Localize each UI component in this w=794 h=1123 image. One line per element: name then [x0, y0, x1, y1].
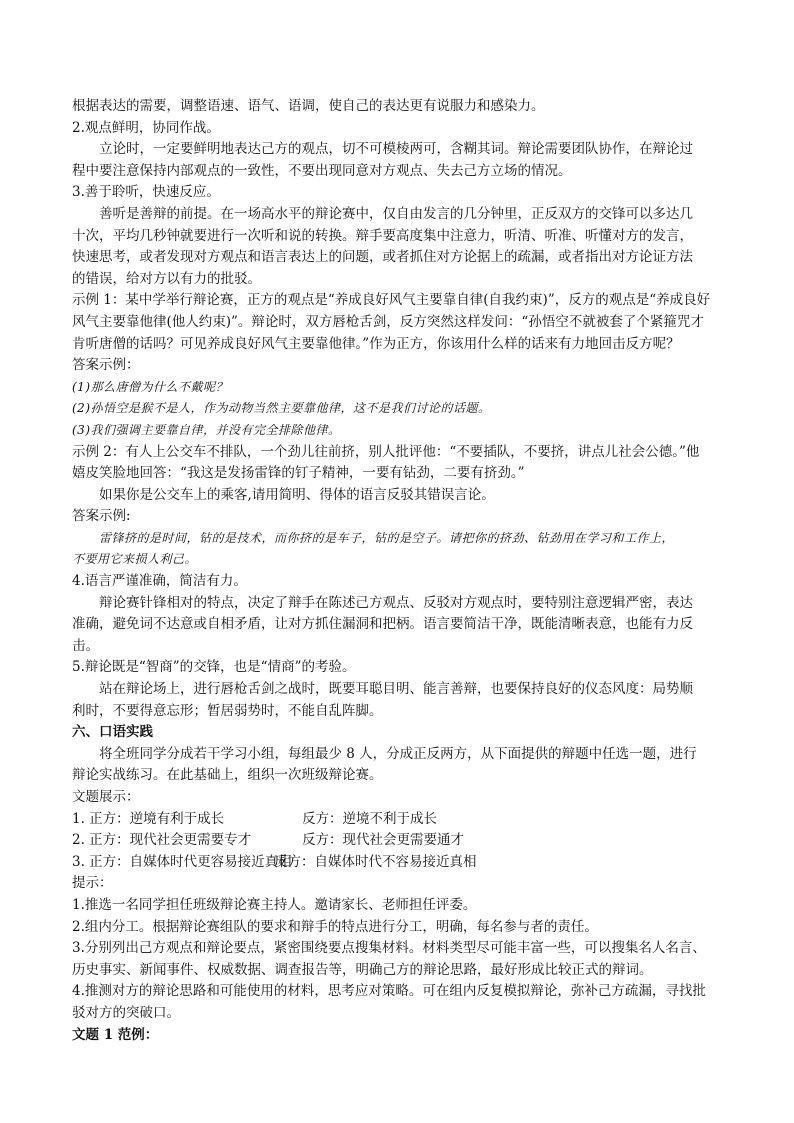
example-line: 风气主要靠他律(他人约束)”。辩论时，双方唇枪舌剑，反方突然这样发问：“孙悟空不就被套了个紧箍咒才 [72, 313, 704, 330]
tips-label: 提示： [72, 875, 113, 892]
pro-position: 3. 正方：自媒体时代更容易接近真相 [72, 853, 292, 870]
paragraph-line: 程中要注意保持内部观点的一致性，不要出现同意对方观点、失去己方立场的情况。 [72, 162, 572, 179]
answer-label: 答案示例: [72, 508, 131, 525]
section-heading: 4.语言严谨准确，简洁有力。 [72, 573, 247, 590]
tip-item: 驳对方的突破口。 [72, 1004, 180, 1021]
con-position: 反方：自媒体时代不容易接近真相 [274, 853, 477, 870]
paragraph-line: 准确，避免词不达意或自相矛盾，让对方抓住漏洞和把柄。语言要简洁干净，既能清晰表意，也能有力反 [72, 616, 693, 633]
con-position: 反方：现代社会更需要通才 [302, 832, 464, 849]
con-position: 反方：逆境不利于成长 [302, 810, 437, 827]
answer-line: (1)那么唐僧为什么不戴呢？ [72, 379, 228, 394]
answer-line: 雷锋挤的是时间，钻的是技术，而你挤的是车子，钻的是空子。请把你的挤劲、钻劲用在学习和工作上， [99, 530, 675, 545]
tip-item: 3.分别列出己方观点和辩论要点，紧密围绕要点搜集材料。材料类型尽可能丰富一些，可以搜集名人名言、 [72, 940, 706, 957]
debate-topic-row [72, 852, 722, 874]
example-heading: 文题 1 范例： [72, 1026, 159, 1043]
paragraph-line: 立论时，一定要鲜明地表达己方的观点，切不可模棱两可，含糊其词。辩论需要团队协作，在辩论过 [99, 141, 693, 158]
paragraph-line: 善听是善辩的前提。在一场高水平的辩论赛中，仅自由发言的几分钟里，正反双方的交锋可以多达几 [99, 205, 693, 222]
paragraph-line: 的错误，给对方以有力的批驳。 [72, 270, 261, 287]
paragraph-line: 辩论实战练习。在此基础上，组织一次班级辩论赛。 [72, 767, 383, 784]
section-heading: 5.辩论既是“智商”的交锋，也是“情商”的考验。 [72, 659, 356, 676]
chapter-heading: 六、口语实践 [72, 724, 153, 741]
paragraph-line: 击。 [72, 637, 99, 654]
section-heading: 3.善于聆听，快速反应。 [72, 184, 220, 201]
tip-item: 历史事实、新闻事件、权威数据、调查报告等，明确己方的辩论思路，最好形成比较正式的辩词。 [72, 961, 653, 978]
debate-topic-row [72, 809, 722, 831]
answer-line: (3)我们强调主要靠自律，并没有完全排除他律。 [72, 422, 341, 437]
paragraph-line: 站在辩论场上，进行唇枪舌剑之战时，既要耳聪目明、能言善辩，也要保持良好的仪态风度：局势顺 [99, 681, 693, 698]
paragraph-line: 十次，平均几秒钟就要进行一次听和说的转换。辩手要高度集中注意力，听清、听准、听懂对方的发言， [72, 227, 693, 244]
paragraph-line: 快速思考，或者发现对方观点和语言表达上的问题，或者抓住对方论据上的疏漏，或者指出对方论证方法 [72, 249, 693, 266]
example-line: 示例 2：有人上公交车不排队，一个劲儿往前挤，别人批评他：“不要插队，不要挤，讲点儿社会公德。”他 [72, 443, 700, 460]
tip-item: 2.组内分工。根据辩论赛组队的要求和辩手的特点进行分工，明确，每名参与者的责任。 [72, 918, 598, 935]
answer-label: 答案示例： [72, 357, 140, 374]
paragraph-line: 如果你是公交车上的乘客,请用简明、得体的语言反驳其错误言论。 [99, 486, 495, 503]
paragraph-line: 将全班同学分成若干学习小组，每组最少 8 人，分成正反两方，从下面提供的辩题中任选一题，进行 [99, 745, 697, 762]
example-line: 示例 1：某中学举行辩论赛，正方的观点是“养成良好风气主要靠自律(自我约束)”，反方的观点是“养成良好 [72, 292, 711, 309]
answer-line: 不要用它来损人利己。 [72, 552, 198, 567]
pro-position: 1. 正方：逆境有利于成长 [72, 810, 225, 827]
section-heading: 2.观点鲜明，协同作战。 [72, 119, 220, 136]
tip-item: 4.推测对方的辩论思路和可能使用的材料，思考应对策略。可在组内反复模拟辩论，弥补己方疏漏，寻找批 [72, 983, 706, 1000]
paragraph-line: 根据表达的需要，调整语速、语气、语调，使自己的表达更有说服力和感染力。 [72, 98, 545, 114]
answer-line: (2)孙悟空是猴不是人，作为动物当然主要靠他律，这不是我们讨论的话题。 [72, 401, 491, 416]
debate-topic-row [72, 830, 722, 852]
example-line: 肯听唐僧的话吗？可见养成良好风气主要靠他律。”作为正方，你该用什么样的话来有力地回击反方呢？ [72, 335, 680, 352]
topics-label: 文题展示： [72, 789, 140, 805]
example-line: 嬉皮笑脸地回答：“我这是发扬雷锋的钉子精神，一要有钻劲，二要有挤劲。” [72, 465, 525, 482]
paragraph-line: 辩论赛针锋相对的特点，决定了辩手在陈述己方观点、反驳对方观点时，要特别注意逻辑严密，表达 [99, 594, 693, 611]
pro-position: 2. 正方：现代社会更需要专才 [72, 832, 252, 849]
document-page [72, 96, 722, 1046]
paragraph-line: 利时，不要得意忘形；暂居弱势时，不能自乱阵脚。 [72, 702, 383, 719]
tip-item: 1.推选一名同学担任班级辩论赛主持人。邀请家长、老师担任评委。 [72, 896, 477, 913]
